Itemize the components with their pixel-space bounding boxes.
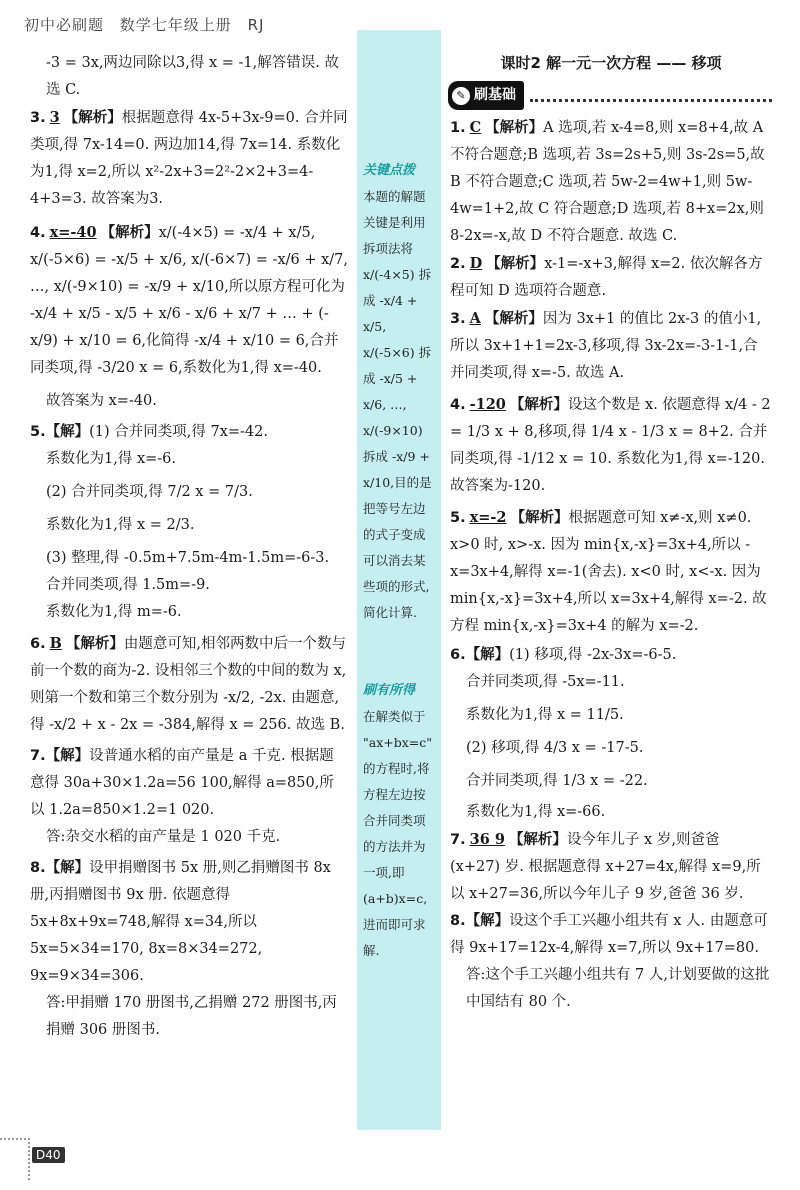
answer-line: -3 = 3x,两边同除以3,得 x = -1,解答错误. 故选 C. [46,55,339,98]
answer-item-6: 6.【解】(1) 移项,得 -2x-3x=-6-5. [450,647,677,663]
answer-line: 系数化为1,得 x=-66. [466,804,606,820]
page-corner-decoration [0,1138,30,1180]
answer-line: 答:甲捐赠 170 册图书,乙捐赠 272 册图书,丙捐赠 306 册图书. [46,995,337,1038]
answer-item-5: 5.【解】(1) 合并同类项,得 7x=-42. [30,424,268,440]
tips-sidebar [357,30,441,1130]
answer-item-3: 3. A 【解析】因为 3x+1 的值比 2x-3 的值小1,所以 3x+1+1=2x-3,移项,得 3x-2x=-3-1-1,合并同类项,得 x=-5. 故选 A. [450,310,762,381]
left-answer-column [30,50,348,1044]
answer-line: 合并同类项,得 -5x=-11. [466,674,625,690]
dotted-divider [530,89,772,102]
answer-line: 系数化为1,得 x = 11/5. [466,707,624,723]
section-badge-row [448,81,772,110]
answer-item-5: 5. x=-2 【解析】根据题意可知 x≠-x,则 x≠0. x>0 时, x>-x. 因为 min{x,-x}=3x+4,所以 -x=3x+4,解得 x=-1(舍去). x<0 时, x<-x. 因为 min{x,-x}=3x+4,所以 x=3x+4,解得 x=-2. 故方程 min{x,-x}=3x+4 的解为 x=-2. [450,509,767,634]
book-series: 初中必刷题 [24,16,105,34]
answer-line: 答:杂交水稻的亩产量是 1 020 千克. [46,829,281,845]
page-header [24,14,274,35]
answer-line: 系数化为1,得 x=-6. [46,451,177,467]
answer-line: (2) 合并同类项,得 7/2 x = 7/3. [46,484,253,500]
page-number: D40 [32,1147,65,1163]
answer-line: 合并同类项,得 1/3 x = -22. [466,773,648,789]
answer-line: (2) 移项,得 4/3 x = -17-5. [466,740,644,756]
tip-text: 本题的解题关键是利用拆项法将 x/(-4×5) 拆成 -x/4 + x/5, x/(-5×6) 拆成 -x/5 + x/6, …, x/(-9×10) 拆成 -x/9 + x/10,目的是把等号左边的式子变成可以消去某些项的形式,简化计算. [363,189,432,620]
answer-item-4: 4. -120 【解析】设这个数是 x. 依题意得 x/4 - 2 = 1/3 x + 8,移项,得 1/4 x - 1/3 x = 8+2. 合并同类项,得 -1/12 x = 10. 系数化为1,得 x=-120. 故答案为-120. [450,396,771,494]
answer-item-4: 4. x=-40 【解析】x/(-4×5) = -x/4 + x/5, x/(-5×6) = -x/5 + x/6, x/(-6×7) = -x/6 + x/7, …, x/(-9×10) = -x/9 + x/10,所以原方程可化为 -x/4 + x/5 - x/5 + x/6 - x/6 + x/7 + … + (-x/9) + x/10 = 6,化简得 -x/4 + x/10 = 6,合并同类项,得 -3/20 x = 6,系数化为1,得 x=-40. [30,224,349,376]
book-subject: 数学七年级上册 [119,16,232,34]
tip-block-key-points [363,158,437,626]
answer-item-8: 8.【解】设甲捐赠图书 5x 册,则乙捐赠图书 8x 册,丙捐赠图书 9x 册. 依题意得 5x+8x+9x=748,解得 x=34,所以 5x=5×34=170, 8x=8×34=272, 9x=9×34=306. [30,860,331,984]
answer-item-7: 7.【解】设普通水稻的亩产量是 a 千克. 根据题意得 30a+30×1.2a=56 100,解得 a=850,所以 1.2a=850×1.2=1 020. [30,748,334,818]
answer-line: 答:这个手工兴趣小组共有 7 人,计划要做的这批中国结有 80 个. [466,967,770,1010]
answer-item-1: 1. C 【解析】A 选项,若 x-4=8,则 x=8+4,故 A 不符合题意;B 选项,若 3s=2s+5,则 3s-2s=5,故 B 不符合题意;C 选项,若 5w-2=4w+1,则 5w-4w=1+2,故 C 符合题意;D 选项,若 8+x=2x,则 8-2x=-x,故 D 不符合题意. 故选 C. [450,119,765,244]
answer-line: 系数化为1,得 m=-6. [46,604,182,620]
lesson-title: 课时2 解一元一次方程 —— 移项 [500,54,722,72]
book-edition: RJ [247,16,265,34]
section-badge: ✎ 刷基础 [448,81,524,110]
right-answer-column [450,50,772,1016]
brush-icon: ✎ [452,87,470,105]
tip-block-takeaway [363,678,437,964]
answer-line: 合并同类项,得 1.5m=-9. [46,577,210,593]
answer-item-6: 6. B 【解析】由题意可知,相邻两数中后一个数与前一个数的商为-2. 设相邻三个数的中间的数为 x,则第一个数和第三个数分别为 -x/2, -2x. 由题意,得 -x/2 + x - 2x = -384,解得 x = 256. 故选 B. [30,635,347,733]
answer-line: 故答案为 x=-40. [46,393,157,409]
tip-title: 关键点拨 [363,163,416,178]
tip-text: 在解类似于 "ax+bx=c" 的方程时,将方程左边按合并同类项的方法并为一项,即 (a+b)x=c,进而即可求解. [363,709,433,958]
answer-item-2: 2. D 【解析】x-1=-x+3,解得 x=2. 依次解各方程可知 D 选项符合题意. [450,255,763,299]
answer-line: 系数化为1,得 x = 2/3. [46,517,195,533]
answer-item-7: 7. 36 9 【解析】设今年儿子 x 岁,则爸爸 (x+27) 岁. 根据题意得 x+27=4x,解得 x=9,所以 x+27=36,所以今年儿子 9 岁,爸爸 36 岁. [450,831,761,902]
tip-title: 刷有所得 [363,683,416,698]
answer-line: (3) 整理,得 -0.5m+7.5m-4m-1.5m=-6-3. [46,550,330,566]
answer-item-3: 3. 3 【解析】根据题意得 4x-5+3x-9=0. 合并同类项,得 7x-14=0. 两边加14,得 7x=14. 系数化为1,得 x=2,所以 x²-2x+3=2²-2×2+3=4-4+3=3. 故答案为3. [30,109,348,207]
answer-item-8: 8.【解】设这个手工兴趣小组共有 x 人. 由题意可得 9x+17=12x-4,解得 x=7,所以 9x+17=80. [450,913,768,956]
